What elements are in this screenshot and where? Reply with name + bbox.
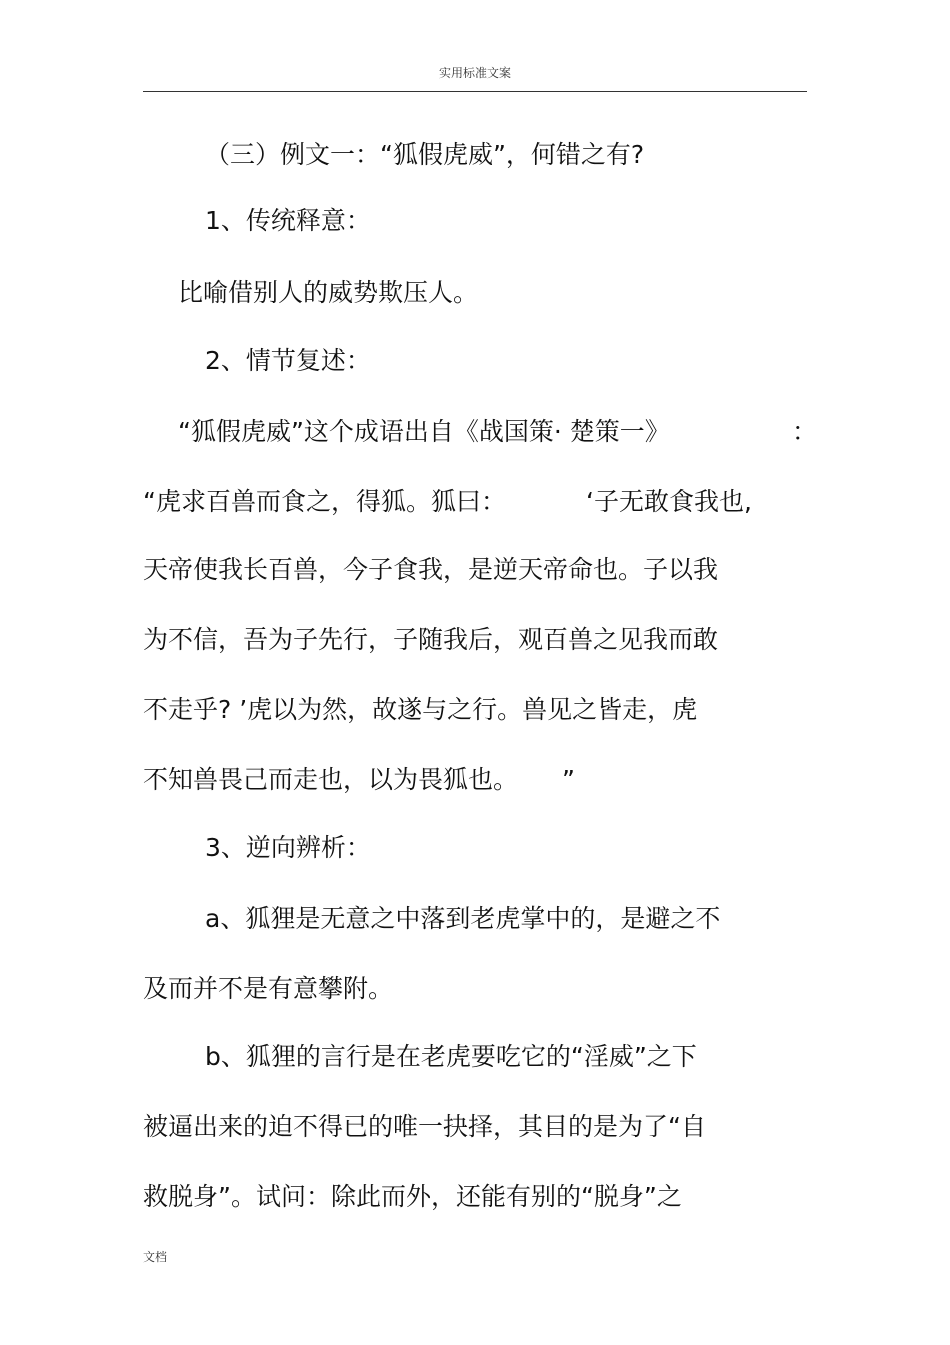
paragraph-line: ： [792,417,818,446]
page-footer-label: 文档 [143,1250,168,1264]
paragraph-line: b、狐狸的言行是在老虎要吃它的“淫威”之下 [205,1042,697,1071]
paragraph-line: “虎求百兽而食之，得狐。狐曰： [143,487,506,516]
paragraph-line: 被逼出来的迫不得已的唯一抉择，其目的是为了“自 [143,1112,706,1141]
paragraph-line: a、狐狸是无意之中落到老虎掌中的，是避之不 [205,904,721,933]
paragraph-line: 及而并不是有意攀附。 [143,974,394,1003]
paragraph-line: 不走乎? ’虎以为然，故遂与之行。兽见之皆走，虎 [143,695,698,724]
page-header-title: 实用标准文案 [438,66,511,80]
subheading-3: 3、逆向辨析： [205,833,371,862]
paragraph-line: 救脱身”。试问：除此而外，还能有别的“脱身”之 [143,1182,682,1211]
paragraph-line: ‘子无敢食我也, [586,487,752,516]
paragraph-line: ” [562,765,575,794]
section-heading: （三）例文一：“狐假虎威”，何错之有? [205,140,645,169]
paragraph-line: 比喻借别人的威势欺压人。 [178,278,479,307]
paragraph-line: 为不信，吾为子先行，子随我后，观百兽之见我而敢 [143,625,719,654]
subheading-1: 1、传统释意： [205,206,371,235]
subheading-2: 2、情节复述： [205,346,371,375]
paragraph-line: 不知兽畏己而走也，以为畏狐也。 [143,765,519,794]
paragraph-line: “狐假虎威”这个成语出自《战国策· 楚策一》 [178,417,670,446]
header-divider [143,91,807,92]
paragraph-line: 天帝使我长百兽，今子食我，是逆天帝命也。子以我 [143,555,719,584]
